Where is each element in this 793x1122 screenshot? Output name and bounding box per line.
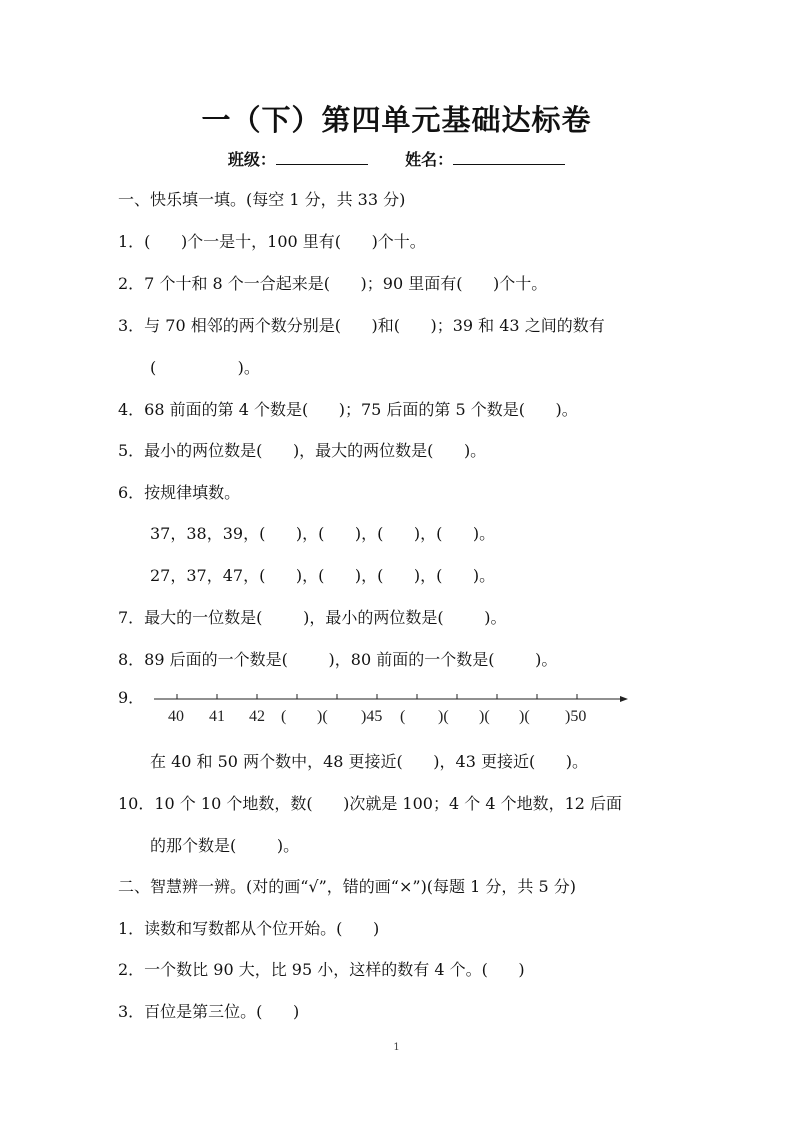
judge-2: 2．一个数比 90 大，比 95 小，这样的数有 4 个。( ) — [118, 960, 525, 979]
class-field[interactable] — [276, 150, 368, 165]
question-6-seq1: 37，38，39，( )，( )，( )，( )。 — [150, 524, 496, 543]
class-label: 班级： — [227, 150, 276, 169]
page-title: 一（下）第四单元基础达标卷 — [201, 103, 592, 137]
question-3-cont: ( )。 — [150, 358, 260, 377]
svg-text:)50: )50 — [565, 708, 587, 725]
svg-text:42: 42 — [249, 708, 265, 725]
svg-text:)45: )45 — [361, 708, 383, 725]
question-7: 7．最大的一位数是( )，最小的两位数是( )。 — [118, 608, 507, 627]
question-5: 5．最小的两位数是( )，最大的两位数是( )。 — [118, 441, 487, 460]
name-label: 姓名： — [405, 150, 454, 169]
question-10-cont: 的那个数是( )。 — [150, 836, 300, 855]
svg-text:)(: )( — [317, 708, 328, 725]
svg-text:)(: )( — [479, 708, 490, 725]
question-1: 1．( )个一是十，100 里有( )个十。 — [118, 232, 426, 251]
number-line — [118, 688, 638, 728]
question-9-text: 在 40 和 50 两个数中，48 更接近( )，43 更接近( )。 — [150, 752, 588, 771]
svg-text:41: 41 — [209, 708, 225, 725]
number-line-axis — [118, 688, 638, 728]
question-2: 2．7 个十和 8 个一合起来是( )；90 里面有( )个十。 — [118, 274, 548, 293]
name-field[interactable] — [453, 150, 565, 165]
section1-heading: 一、快乐填一填。(每空 1 分，共 33 分) — [118, 190, 406, 209]
svg-text:(: ( — [281, 708, 287, 725]
svg-text:40: 40 — [168, 708, 184, 725]
question-6: 6．按规律填数。 — [118, 483, 241, 502]
svg-text:(: ( — [400, 708, 406, 725]
svg-text:)(: )( — [519, 708, 530, 725]
judge-3: 3．百位是第三位。( ) — [118, 1002, 300, 1021]
judge-1: 1．读数和写数都从个位开始。( ) — [118, 919, 380, 938]
svg-text:)(: )( — [438, 708, 449, 725]
question-8: 8．89 后面的一个数是( )，80 前面的一个数是( )。 — [118, 650, 558, 669]
question-10: 10．10 个 10 个地数，数( )次就是 100；4 个 4 个地数，12 后面 — [118, 794, 623, 813]
question-6-seq2: 27，37，47，( )，( )，( )，( )。 — [150, 566, 496, 585]
header-fields — [0, 147, 793, 170]
question-9: 9． — [118, 688, 145, 707]
question-4: 4．68 前面的第 4 个数是( )；75 后面的第 5 个数是( )。 — [118, 400, 578, 419]
question-3: 3．与 70 相邻的两个数分别是( )和( )；39 和 43 之间的数有 — [118, 316, 605, 335]
page-number: 1 — [393, 1042, 400, 1053]
section2-heading: 二、智慧辨一辨。(对的画“√”，错的画“×”)(每题 1 分，共 5 分) — [118, 877, 576, 896]
